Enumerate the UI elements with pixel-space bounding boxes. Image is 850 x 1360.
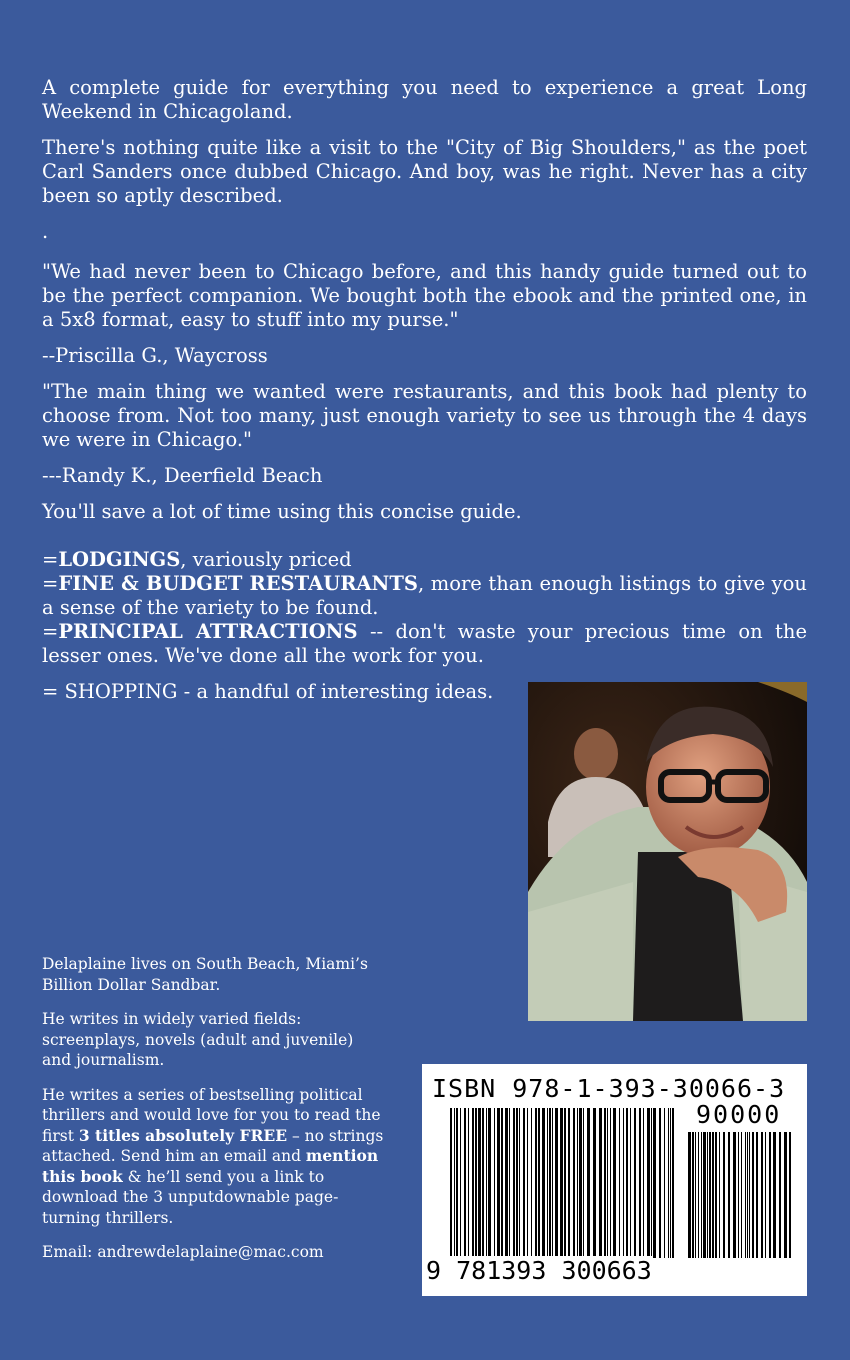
feature-item-restaurants: =FINE & BUDGET RESTAURANTS, more than enough listings to give you a sense of the variety to be found. [42, 572, 807, 619]
bio-location: Delaplaine lives on South Beach, Miami’s Billion Dollar Sandbar. [42, 955, 368, 994]
testimonial-attribution-2: ---Randy K., Deerfield Beach [42, 464, 323, 487]
separator-dot: . [42, 220, 49, 243]
feature-item-lodgings: =LODGINGS, variously priced [42, 548, 352, 571]
testimonial-attribution-1: --Priscilla G., Waycross [42, 344, 268, 367]
intro-paragraph: A complete guide for everything you need to experience a great Long Weekend in Chicagoland. [42, 76, 807, 123]
feature-item-shopping: = SHOPPING - a handful of interesting ideas. [42, 680, 494, 703]
description-paragraph: There's nothing quite like a visit to the "City of Big Shoulders," as the poet Carl Sanders once dubbed Chicago. And boy, was he right. Never has a city been so aptly described. [42, 136, 807, 207]
bio-fields: He writes in widely varied fields: screenplays, novels (adult and juvenile) and journalism. [42, 1010, 354, 1069]
price-addon: 90000 [696, 1100, 782, 1129]
author-photo [528, 682, 807, 1021]
bio-offer: He writes a series of bestselling political thrillers and would love for you to read the first 3 titles absolutely FREE – no strings attached. Send him an email and mention this book & he’ll send you a link to download the 3 unputdownable page-turning thrillers. [42, 1085, 384, 1227]
bio-email: Email: andrewdelaplaine@mac.com [42, 1243, 324, 1261]
feature-item-attractions: =PRINCIPAL ATTRACTIONS -- don't waste your precious time on the lesser ones. We've done all the work for you. [42, 620, 807, 667]
summary-line: You'll save a lot of time using this concise guide. [42, 500, 522, 523]
back-cover-copy [42, 76, 807, 716]
barcode-digits: 9 781393 300663 [426, 1256, 652, 1285]
isbn-label: ISBN 978-1-393-30066-3 [432, 1074, 786, 1103]
author-bio [42, 954, 387, 1277]
testimonial-quote-1: "We had never been to Chicago before, and this handy guide turned out to be the perfect companion. We bought both the ebook and the printed one, in a 5x8 format, easy to stuff into my purse." [42, 260, 807, 331]
testimonial-quote-2: "The main thing we wanted were restaurants, and this book had plenty to choose from. Not too many, just enough variety to see us through the 4 days we were in Chicago." [42, 380, 807, 451]
isbn-barcode [422, 1064, 807, 1296]
feature-list [42, 548, 807, 668]
